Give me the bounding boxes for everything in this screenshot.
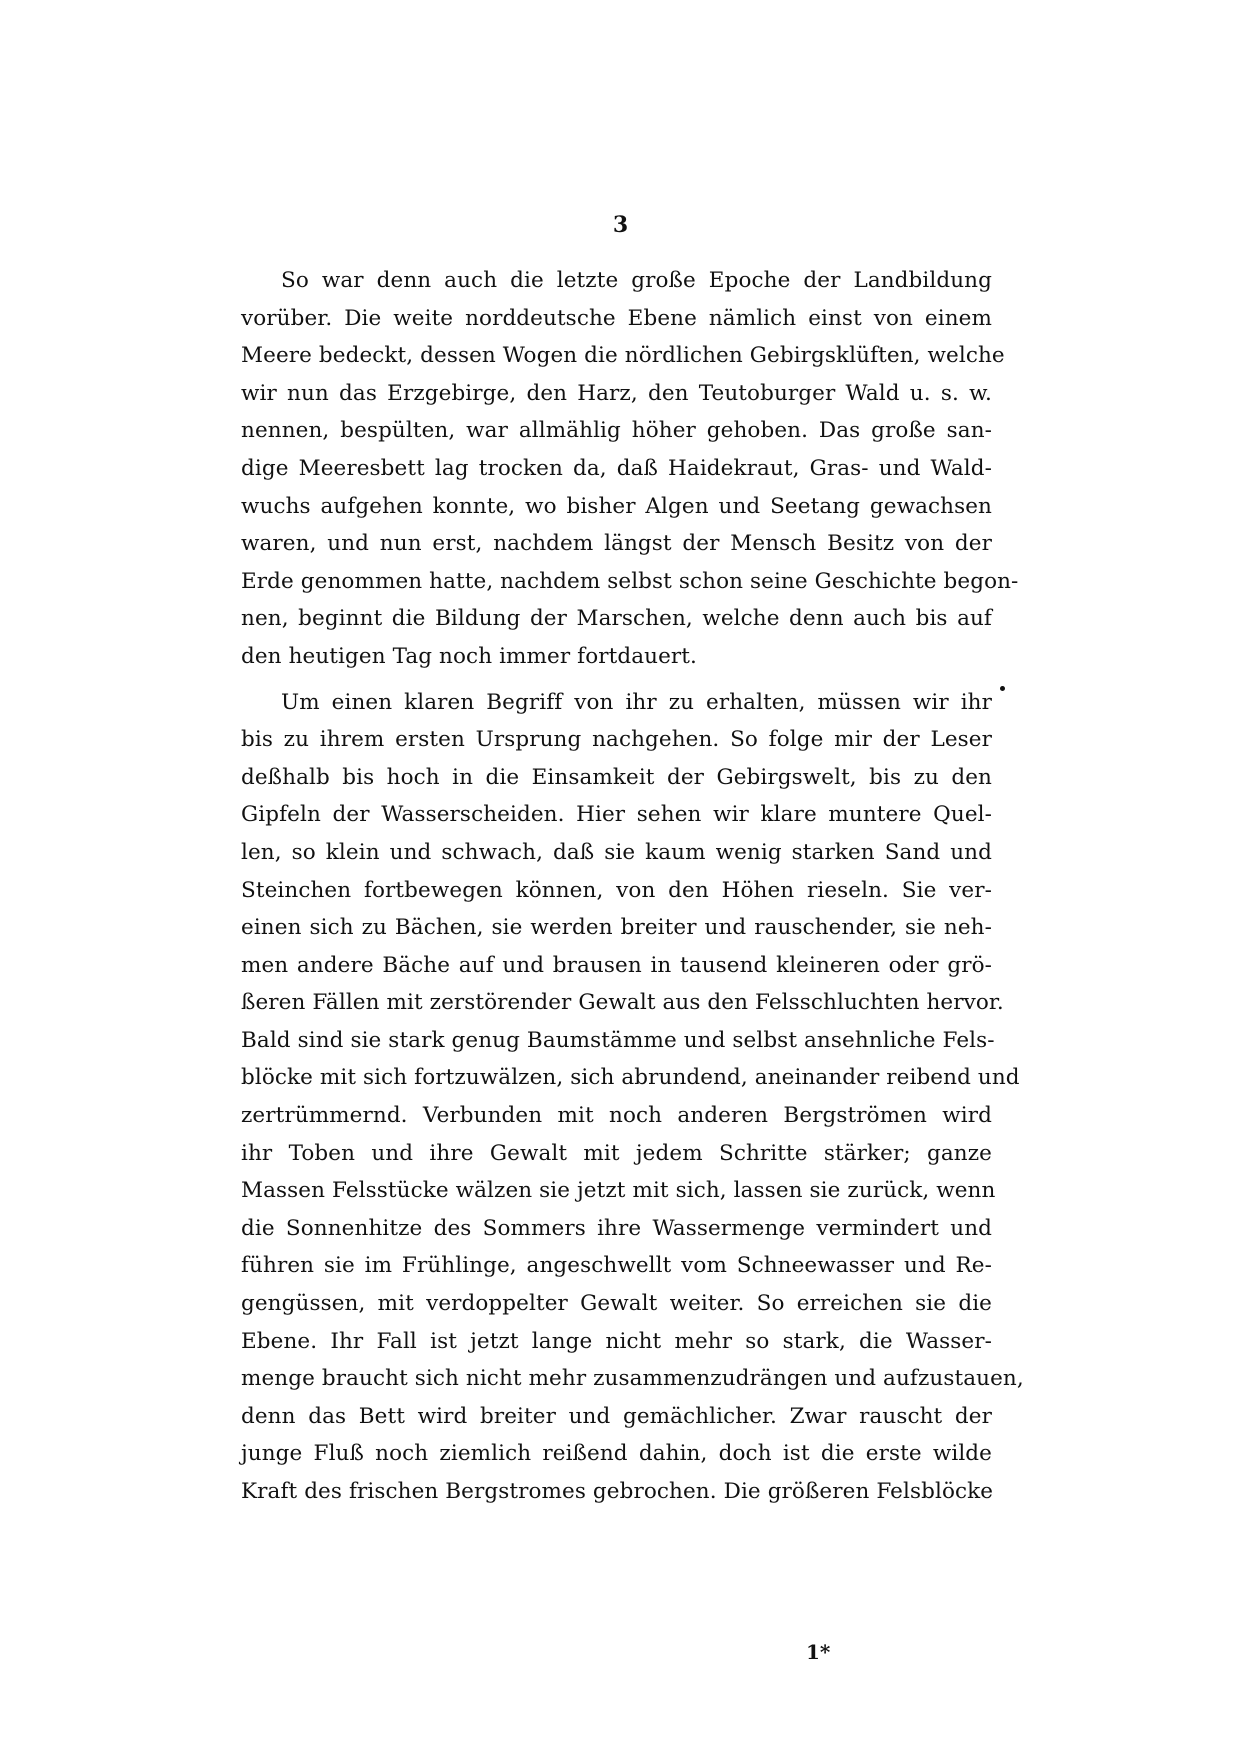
text-line: deßhalb bis hoch in die Einsamkeit der Gebirgswelt, bis zu den	[241, 764, 992, 790]
text-line: zertrümmernd. Verbunden mit noch anderen Bergströmen wird	[241, 1103, 992, 1129]
page-number: 3	[612, 212, 629, 238]
signature-mark: 1*	[806, 1640, 831, 1664]
body-text	[241, 262, 1024, 1511]
text-line: Erde genommen hatte, nachdem selbst schon seine Geschichte begon-	[241, 568, 1019, 594]
text-line: vorüber. Die weite norddeutsche Ebene nämlich einst von einem	[241, 305, 992, 331]
text-line: einen sich zu Bächen, sie werden breiter und rauschender, sie neh-	[241, 915, 992, 941]
text-line: Bald sind sie stark genug Baumstämme und selbst ansehnliche Fels-	[241, 1027, 995, 1053]
text-line: Massen Felsstücke wälzen sie jetzt mit sich, lassen sie zurück, wenn	[241, 1178, 996, 1204]
text-line: nen, beginnt die Bildung der Marschen, welche denn auch bis auf	[241, 606, 992, 632]
text-line: denn das Bett wird breiter und gemächlicher. Zwar rauscht der	[241, 1403, 992, 1429]
text-line: wuchs aufgehen konnte, wo bisher Algen und Seetang gewachsen	[241, 493, 992, 519]
text-line: dige Meeresbett lag trocken da, daß Haidekraut, Gras- und Wald-	[241, 455, 992, 481]
text-line: waren, und nun erst, nachdem längst der Mensch Besitz von der	[241, 531, 992, 557]
text-line: menge braucht sich nicht mehr zusammenzudrängen und aufzustauen,	[241, 1366, 1024, 1392]
text-line: Kraft des frischen Bergstromes gebrochen. Die größeren Felsblöcke	[241, 1479, 994, 1504]
text-line: Meere bedeckt, dessen Wogen die nördlichen Gebirgsklüften, welche	[241, 343, 1005, 369]
text-line: So war denn auch die letzte große Epoche der Landbildung	[281, 268, 992, 293]
text-line: die Sonnenhitze des Sommers ihre Wassermenge vermindert und	[241, 1215, 992, 1241]
text-line: Um einen klaren Begriff von ihr zu erhalten, müssen wir ihr	[281, 689, 992, 715]
text-line: junge Fluß noch ziemlich reißend dahin, doch ist die erste wilde	[241, 1441, 992, 1467]
text-line: ßeren Fällen mit zerstörender Gewalt aus den Felsschluchten hervor.	[241, 990, 1004, 1016]
text-line: bis zu ihrem ersten Ursprung nachgehen. So folge mir der Leser	[241, 727, 992, 753]
text-line: ihr Toben und ihre Gewalt mit jedem Schritte stärker; ganze	[241, 1140, 992, 1166]
paragraph-gap	[241, 676, 992, 684]
text-line: len, so klein und schwach, daß sie kaum wenig starken Sand und	[241, 839, 992, 865]
text-line: blöcke mit sich fortzuwälzen, sich abrundend, aneinander reibend und	[241, 1065, 1020, 1091]
text-line: den heutigen Tag noch immer fortdauert.	[241, 643, 697, 669]
text-line: nennen, bespülten, war allmählig höher gehoben. Das große san-	[241, 418, 992, 444]
text-line: Gipfeln der Wasserscheiden. Hier sehen wir klare muntere Quel-	[241, 802, 992, 828]
text-line: men andere Bäche auf und brausen in tausend kleineren oder grö-	[241, 952, 992, 978]
text-line: Ebene. Ihr Fall ist jetzt lange nicht mehr so stark, die Wasser-	[241, 1328, 992, 1354]
text-line: wir nun das Erzgebirge, den Harz, den Teutoburger Wald u. s. w.	[241, 380, 992, 406]
text-line: Steinchen fortbewegen können, von den Höhen rieseln. Sie ver-	[241, 877, 992, 903]
margin-mark	[1000, 686, 1005, 691]
text-line: gengüssen, mit verdoppelter Gewalt weiter. So erreichen sie die	[241, 1291, 992, 1317]
text-line: führen sie im Frühlinge, angeschwellt vom Schneewasser und Re-	[241, 1253, 992, 1279]
